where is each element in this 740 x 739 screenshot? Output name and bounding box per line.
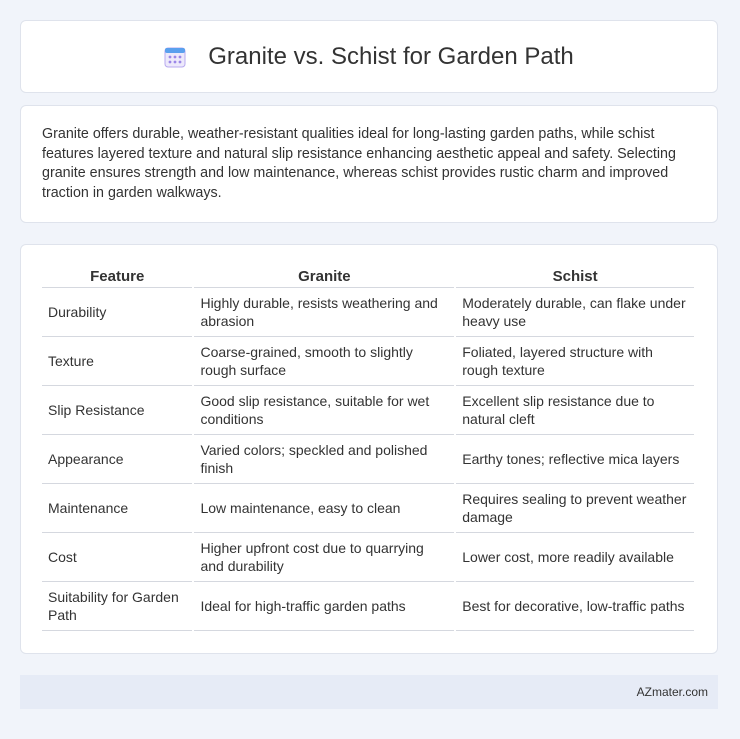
feature-cell: Texture (42, 337, 192, 386)
table-row (42, 386, 694, 435)
title-card (20, 20, 718, 93)
table-row (42, 337, 694, 386)
header-granite: Granite (194, 265, 454, 288)
table-row (42, 533, 694, 582)
intro-card (20, 105, 718, 223)
title-wrap (164, 43, 574, 71)
footer-text: AZmater.com (636, 685, 708, 699)
feature-cell: Slip Resistance (42, 386, 192, 435)
granite-cell: Ideal for high-traffic garden paths (194, 582, 454, 631)
schist-cell: Best for decorative, low-traffic paths (456, 582, 694, 631)
schist-cell: Excellent slip resistance due to natural cleft (456, 386, 694, 435)
feature-cell: Suitability for Garden Path (42, 582, 192, 631)
table-row (42, 484, 694, 533)
table-card (20, 244, 718, 654)
table-row (42, 582, 694, 631)
header-schist: Schist (456, 265, 694, 288)
schist-cell: Requires sealing to prevent weather damage (456, 484, 694, 533)
page-title: Granite vs. Schist for Garden Path (208, 42, 574, 70)
granite-cell: Higher upfront cost due to quarrying and durability (194, 533, 454, 582)
schist-cell: Foliated, layered structure with rough texture (456, 337, 694, 386)
schist-cell: Moderately durable, can flake under heavy use (456, 288, 694, 337)
granite-cell: Good slip resistance, suitable for wet conditions (194, 386, 454, 435)
comparison-table (40, 265, 696, 631)
schist-cell: Lower cost, more readily available (456, 533, 694, 582)
granite-cell: Coarse-grained, smooth to slightly rough surface (194, 337, 454, 386)
feature-cell: Durability (42, 288, 192, 337)
header-feature: Feature (42, 265, 192, 288)
feature-cell: Cost (42, 533, 192, 582)
granite-cell: Low maintenance, easy to clean (194, 484, 454, 533)
calendar-grid-icon (164, 46, 186, 68)
feature-cell: Maintenance (42, 484, 192, 533)
granite-cell: Varied colors; speckled and polished finish (194, 435, 454, 484)
feature-cell: Appearance (42, 435, 192, 484)
intro-text: Granite offers durable, weather-resistant qualities ideal for long-lasting garden paths, while schist features layered texture and natural slip resistance enhancing aesthetic appeal and safety. Selecting granite ensures strength and low maintenance, whereas schist provides rustic charm and improved traction in garden walkways. (42, 126, 676, 201)
schist-cell: Earthy tones; reflective mica layers (456, 435, 694, 484)
table-row (42, 288, 694, 337)
table-header-row (42, 265, 694, 288)
granite-cell: Highly durable, resists weathering and abrasion (194, 288, 454, 337)
footer-bar (20, 675, 718, 709)
table-row (42, 435, 694, 484)
